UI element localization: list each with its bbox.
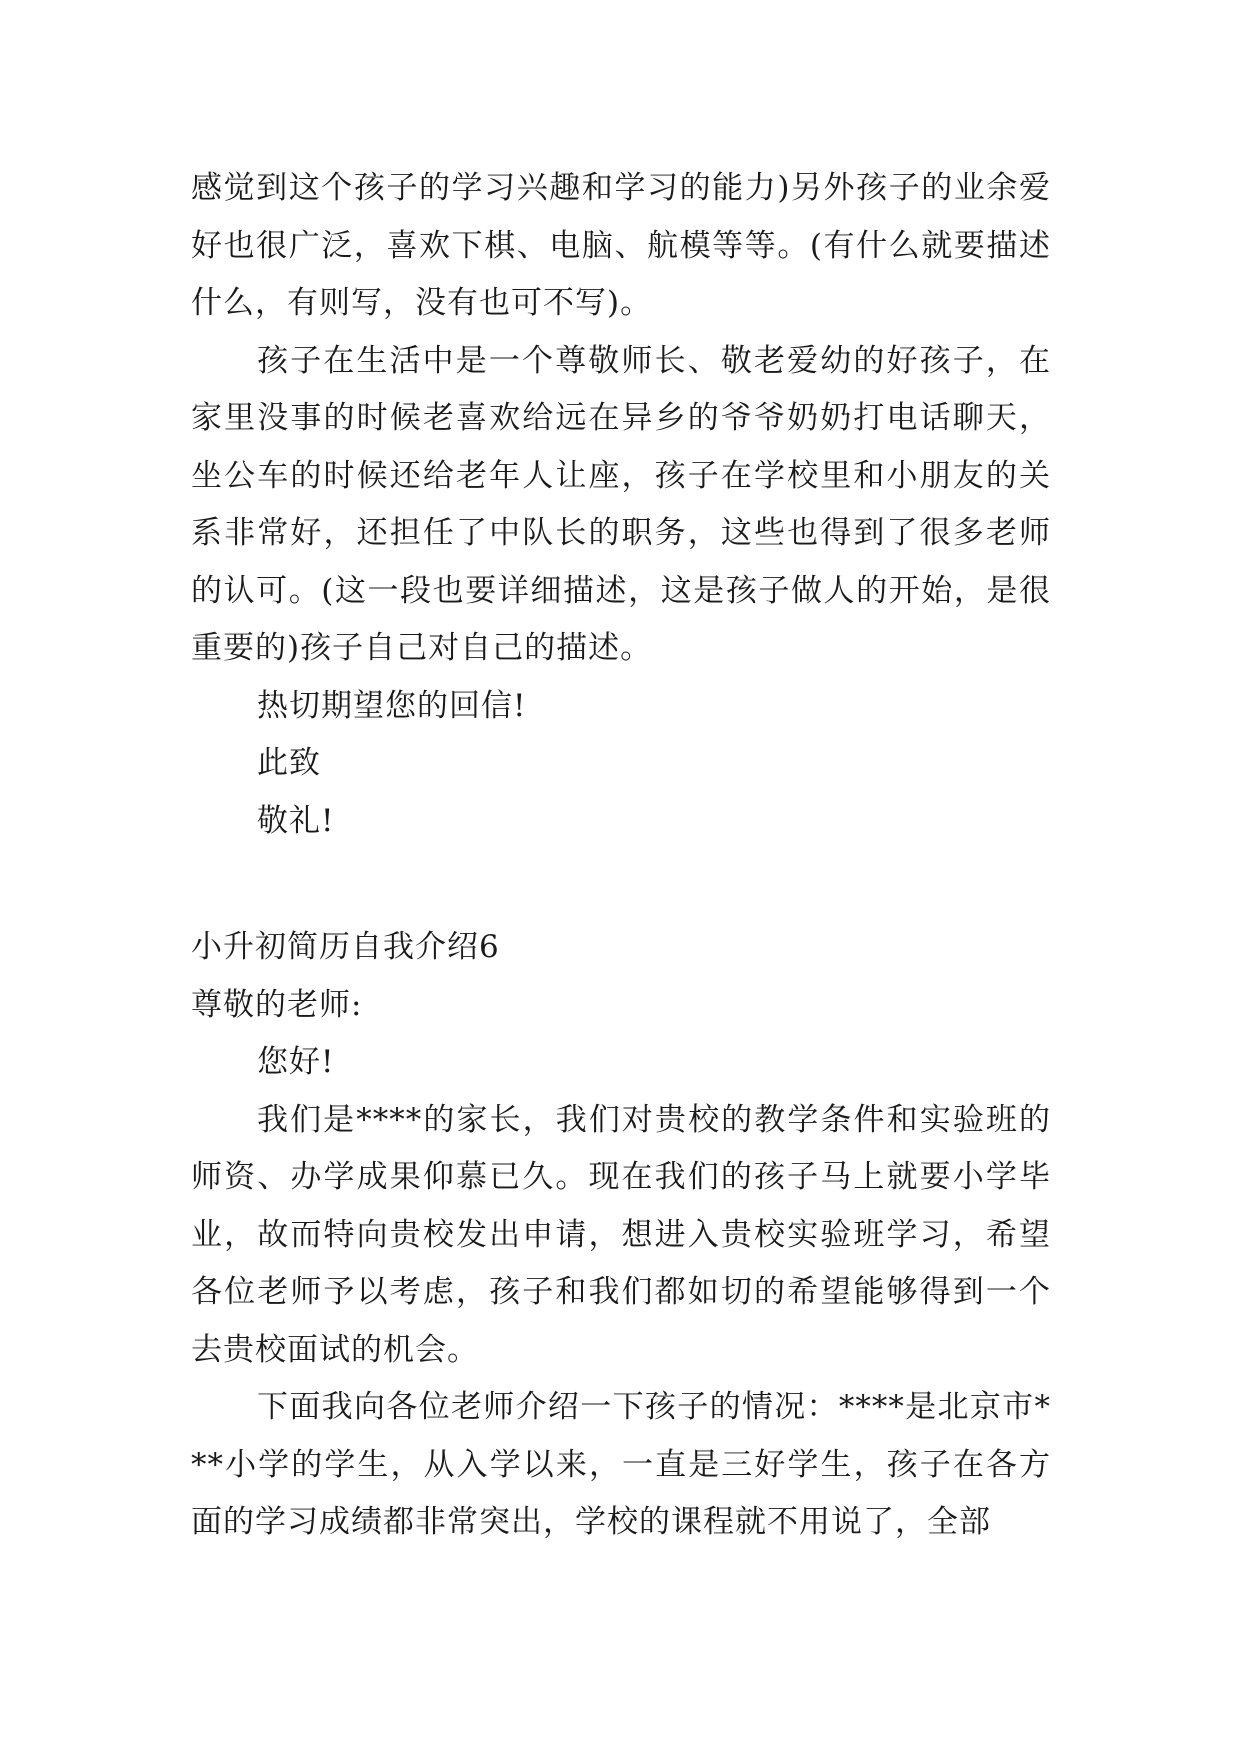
section-gap	[191, 850, 1051, 919]
section-title: 小升初简历自我介绍6	[191, 929, 500, 965]
paragraph-hobbies: 感觉到这个孩子的学习兴趣和学习的能力)另外孩子的业余爱好也很广泛，喜欢下棋、电脑、航模等等。(有什么就要描述什么，有则写，没有也可不写)。	[191, 170, 1051, 321]
closing-hope: 热切期望您的回信!	[257, 687, 527, 724]
closing-cizhi: 此致	[257, 745, 321, 781]
paragraph-character: 孩子在生活中是一个尊敬师长、敬老爱幼的好孩子，在家里没事的时候老喜欢给远在异乡的爷爷奶奶打电话聊天，坐公车的时候还给老年人让座，孩子在学校里和小朋友的关系非常好，还担任了中队长的职务，这些也得到了很多老师的认可。(这一段也要详细描述，这是孩子做人的开始，是很重要的)孩子自己对自己的描述。	[191, 342, 1051, 666]
paragraph-application: 我们是****的家长，我们对贵校的教学条件和实验班的师资、办学成果仰慕已久。现在我们的孩子马上就要小学毕业，故而特向贵校发出申请，想进入贵校实验班学习，希望各位老师予以考虑，孩子和我们都如切的希望能够得到一个去贵校面试的机会。	[191, 1101, 1051, 1368]
greeting: 您好!	[257, 1044, 335, 1080]
paragraph-introduction: 下面我向各位老师介绍一下孩子的情况：****是北京市***小学的学生，从入学以来，一直是三好学生，孩子在各方面的学习成绩都非常突出，学校的课程就不用说了，全部	[191, 1389, 1051, 1540]
salutation: 尊敬的老师:	[191, 986, 363, 1023]
document-body	[191, 160, 1051, 1552]
closing-jingli: 敬礼!	[257, 802, 335, 839]
